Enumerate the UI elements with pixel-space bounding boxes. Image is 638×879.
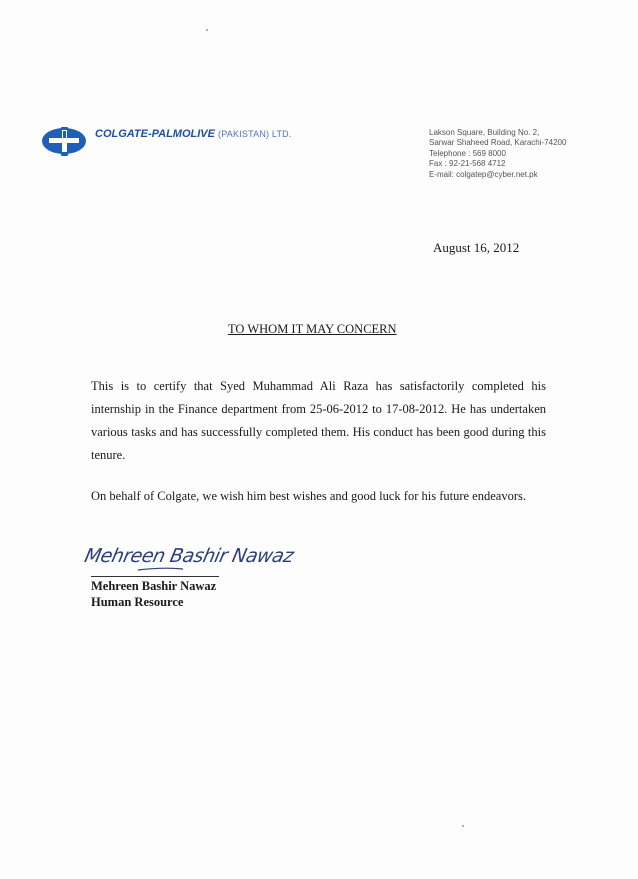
address-line: Telephone : 569 8000 — [429, 148, 506, 158]
company-brand: COLGATE-PALMOLIVE — [95, 128, 215, 140]
address-line: Sarwar Shaheed Road, Karachi-74200 — [429, 138, 567, 148]
address-line: E-mail: colgatep@cyber.net.pk — [429, 169, 538, 179]
paper-speck — [462, 825, 464, 827]
body-paragraph: On behalf of Colgate, we wish him best wishes and good luck for his future endeavors. — [91, 489, 526, 503]
company-suffix: (PAKISTAN) LTD. — [218, 129, 292, 139]
letter-subject: TO WHOM IT MAY CONCERN — [228, 322, 397, 336]
signer-name: Mehreen Bashir Nawaz — [91, 579, 217, 593]
signature-rule — [91, 576, 219, 577]
company-address — [429, 128, 566, 180]
address-line: Lakson Square, Building No. 2, — [429, 128, 540, 137]
body-paragraph: This is to certify that Syed Muhammad Ali Raza has satisfactorily completed his internship in the Finance department from 25-06-2012 to 17-08-2012. He has undertaken various tasks and has successfully completed them. His conduct has been good during this tenure. — [91, 379, 546, 462]
company-name — [95, 127, 292, 141]
paper-speck — [206, 29, 208, 31]
signer-title: Human Resource — [91, 595, 184, 609]
address-line: Fax : 92-21-568 4712 — [429, 159, 506, 169]
colgate-logo-icon — [41, 125, 87, 157]
handwritten-signature — [82, 532, 296, 576]
letter-date: August 16, 2012 — [433, 240, 520, 255]
svg-text:Mehreen Bashir Nawaz: Mehreen Bashir Nawaz — [82, 544, 296, 567]
